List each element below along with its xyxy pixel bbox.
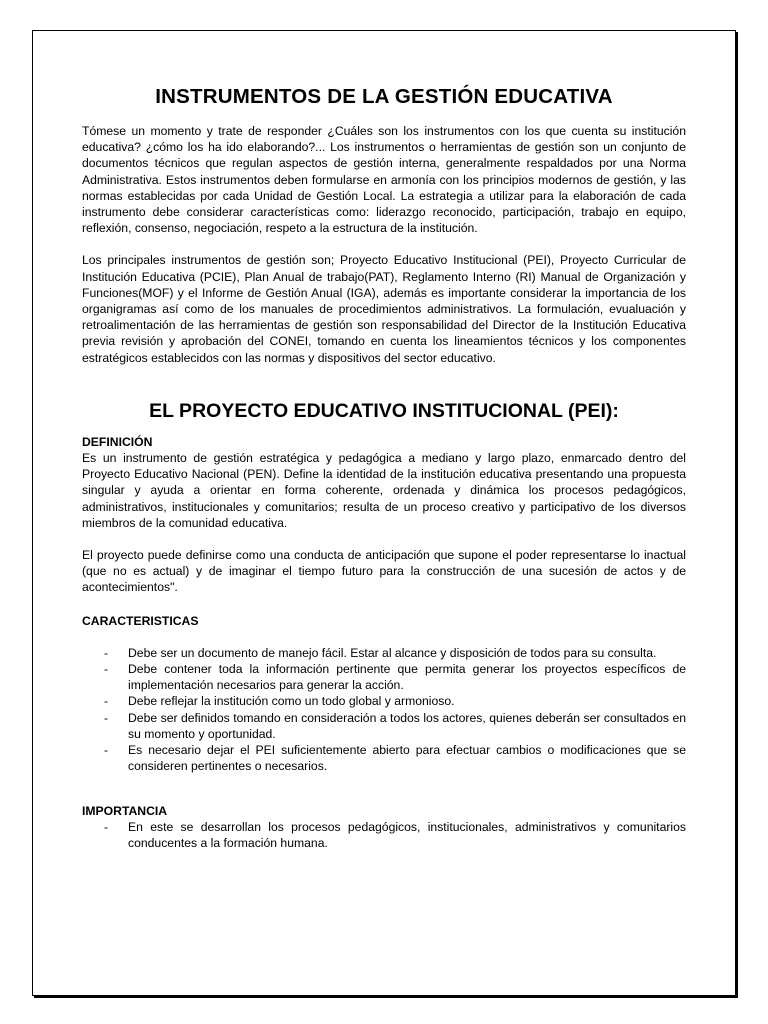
list-item: - Debe contener toda la información pertinente que permita generar los proyectos específicos de implementación necesarios para generar la acción. — [82, 661, 686, 693]
document-title: INSTRUMENTOS DE LA GESTIÓN EDUCATIVA — [155, 85, 613, 108]
intro-paragraph-2: Los principales instrumentos de gestión son; Proyecto Educativo Institucional (PEI), Proyecto Curricular de Institución Educativa (PCIE), Plan Anual de trabajo(PAT), Reglamento Interno (RI) Manual de Organización y Funciones(MOF) y el Informe de Gestión Anual (IGA), además es importante considerar la importancia de los organigramas así como de los manuales de procedimientos administrativos. La formulación, evualuación y retroalimentación de las herramientas de gestión son responsabilidad del Director de la Institución Educativa previa revisión y aprobación del CONEI, tomando en cuenta los lineamientos técnicos y los componentes estratégicos establecidos con las normas y dispositivos del sector educativo. — [82, 253, 686, 365]
list-item: - Es necesario dejar el PEI suficientemente abierto para efectuar cambios o modificaciones que se consideren pertinentes o necesarios. — [82, 742, 686, 774]
list-item: - Debe ser definidos tomando en consideración a todos los actores, quienes deberán ser consultados en su momento y oportunidad. — [82, 710, 686, 742]
caracteristicas-list — [82, 645, 686, 775]
list-item: - En este se desarrollan los procesos pedagógicos, institucionales, administrativos y comunitarios conducentes a la formación humana. — [82, 819, 686, 851]
definicion-paragraph-1: Es un instrumento de gestión estratégica y pedagógica a mediano y largo plazo, enmarcado dentro del Proyecto Educativo Nacional (PEN). Define la identidad de la institución educativa presentando una propuesta singular y ayuda a orientar en forma coherente, ordenada y dinámica los procesos pedagógicos, administrativos, institucionales y comunitarios; resulta de un proceso creativo y participativo de los diversos miembros de la comunidad educativa. — [82, 451, 686, 530]
list-item: - Debe ser un documento de manejo fácil. Estar al alcance y disposición de todos para su consulta. — [82, 645, 686, 661]
definicion-label: DEFINICIÓN — [82, 434, 153, 449]
list-item: - Debe reflejar la institución como un todo global y armonioso. — [82, 693, 686, 709]
document-content — [82, 84, 686, 851]
intro-paragraph-1: Tómese un momento y trate de responder ¿Cuáles son los instrumentos con los que cuenta su institución educativa? ¿cómo los ha ido elaborando?... Los instrumentos o herramientas de gestión son un conjunto de documentos técnicos que regulan aspectos de gestión interna, generalmente respaldados por una Norma Administrativa. Estos instrumentos deben formularse en armonía con los principios modernos de gestión, y las normas establecidas por cada Unidad de Gestión Local. La estrategia a utilizar para la elaboración de cada instrumento debe considerar características como: liderazgo reconocido, participación, trabajo en equipo, reflexión, consenso, negociación, respeto a la estructura de la institución. — [82, 124, 686, 236]
pei-heading: EL PROYECTO EDUCATIVO INSTITUCIONAL (PEI): — [149, 399, 619, 422]
caracteristicas-label: CARACTERISTICAS — [82, 613, 199, 628]
definicion-paragraph-2: El proyecto puede definirse como una conducta de anticipación que supone el poder representarse lo inactual (que no es actual) y de imaginar el tiempo futuro para la construcción de una sucesión de actos y de acontecimientos". — [82, 548, 686, 595]
importancia-label: IMPORTANCIA — [82, 803, 168, 818]
importancia-list — [82, 819, 686, 851]
